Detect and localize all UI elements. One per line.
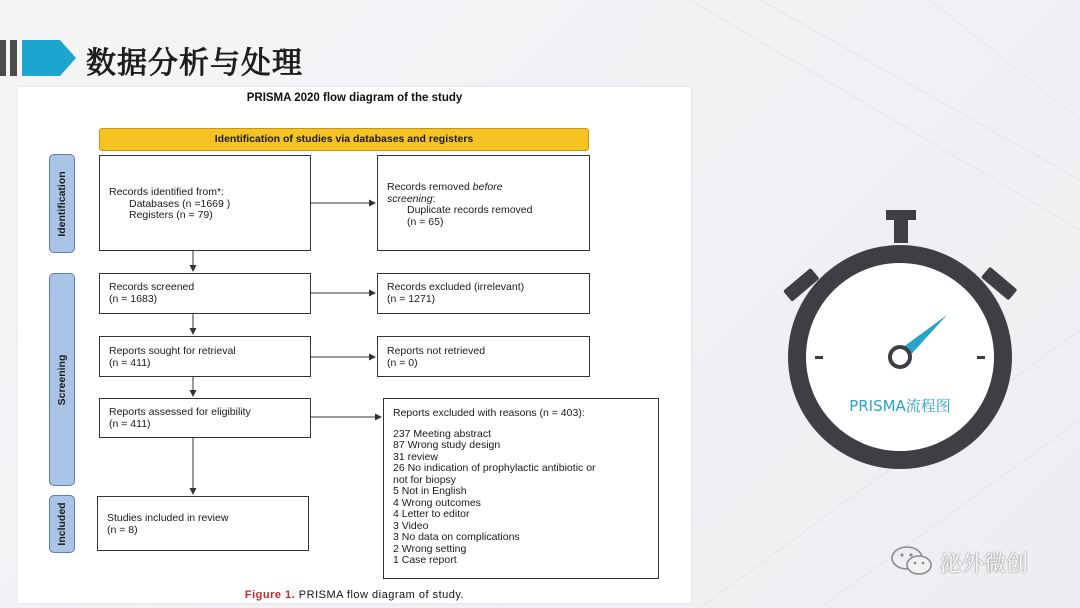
box-line: Reports sought for retrieval bbox=[109, 345, 236, 357]
header-bar-decoration bbox=[0, 40, 6, 76]
stage-label: Included bbox=[56, 502, 68, 546]
box-line: Records screened bbox=[109, 281, 195, 293]
box-line: (n = 411) bbox=[109, 417, 151, 430]
exclusion-reason: 4 Wrong outcomes bbox=[393, 496, 481, 509]
reports-assessed-box bbox=[99, 398, 311, 438]
exclusion-reason: 3 Video bbox=[393, 519, 429, 532]
box-line: Duplicate records removed bbox=[407, 204, 533, 216]
box-text-italic: screening bbox=[387, 192, 433, 205]
header-bar-decoration bbox=[10, 40, 17, 76]
watermark-text: 泌外微创 bbox=[940, 552, 1029, 577]
stage-label: Identification bbox=[56, 170, 68, 237]
records-identified-box bbox=[99, 155, 311, 251]
stopwatch-label: PRISMA流程图 bbox=[849, 397, 951, 415]
records-screened-box bbox=[99, 273, 311, 314]
records-removed-box bbox=[377, 155, 590, 251]
box-text: : bbox=[432, 192, 436, 205]
header-arrow-icon bbox=[22, 40, 78, 76]
box-line: Reports assessed for eligibility bbox=[109, 406, 251, 418]
box-line: Databases (n =1669 ) bbox=[129, 197, 231, 210]
box-line: Registers (n = 79) bbox=[129, 209, 213, 221]
box-line: Records identified from*: bbox=[109, 186, 224, 198]
stopwatch-icon bbox=[775, 205, 1025, 475]
page-title: 数据分析与处理 bbox=[86, 46, 303, 81]
exclusion-reason: 237 Meeting abstract bbox=[393, 427, 492, 440]
exclusion-reason: 87 Wrong study design bbox=[393, 439, 501, 451]
exclusion-reason: 5 Not in English bbox=[393, 485, 467, 497]
box-text: Records removed bbox=[387, 181, 473, 193]
box-line: Records excluded (irrelevant) bbox=[387, 281, 525, 293]
box-line: (n = 411) bbox=[109, 356, 151, 369]
exclusion-reason: 31 review bbox=[393, 450, 438, 463]
box-heading: Reports excluded with reasons (n = 403): bbox=[393, 407, 585, 419]
records-excluded-box bbox=[377, 273, 590, 314]
box-line: (n = 1271) bbox=[387, 292, 436, 305]
prisma-diagram-panel bbox=[18, 87, 691, 603]
exclusion-reason: 2 Wrong setting bbox=[393, 542, 467, 555]
exclusion-reason: 1 Case report bbox=[393, 554, 457, 566]
box-line: (n = 1683) bbox=[109, 292, 158, 305]
studies-included-box bbox=[97, 496, 309, 551]
reports-sought-box bbox=[99, 336, 311, 377]
caption-text: PRISMA flow diagram of study. bbox=[298, 589, 465, 601]
box-line: (n = 65) bbox=[407, 215, 444, 228]
stage-label: Screening bbox=[56, 354, 68, 405]
diagram-title: PRISMA 2020 flow diagram of the study bbox=[246, 92, 463, 104]
box-line: Studies included in review bbox=[107, 512, 229, 524]
exclusion-reason: 4 Letter to editor bbox=[393, 508, 470, 520]
exclusion-reason: 3 No data on complications bbox=[393, 531, 520, 543]
box-line: Reports not retrieved bbox=[387, 345, 486, 357]
box-line: (n = 0) bbox=[387, 356, 418, 369]
reports-excluded-box bbox=[383, 398, 659, 579]
wechat-logo-icon bbox=[890, 544, 936, 578]
caption-label: Figure 1. bbox=[244, 589, 296, 601]
exclusion-reason: not for biopsy bbox=[393, 473, 457, 486]
figure-caption bbox=[18, 589, 691, 601]
reports-not-retrieved-box bbox=[377, 336, 590, 377]
exclusion-reason: 26 No indication of prophylactic antibiotic or bbox=[393, 462, 596, 474]
box-text-italic: before bbox=[472, 181, 503, 193]
box-line: (n = 8) bbox=[107, 523, 138, 536]
identification-banner: Identification of studies via databases and registers bbox=[99, 128, 589, 151]
